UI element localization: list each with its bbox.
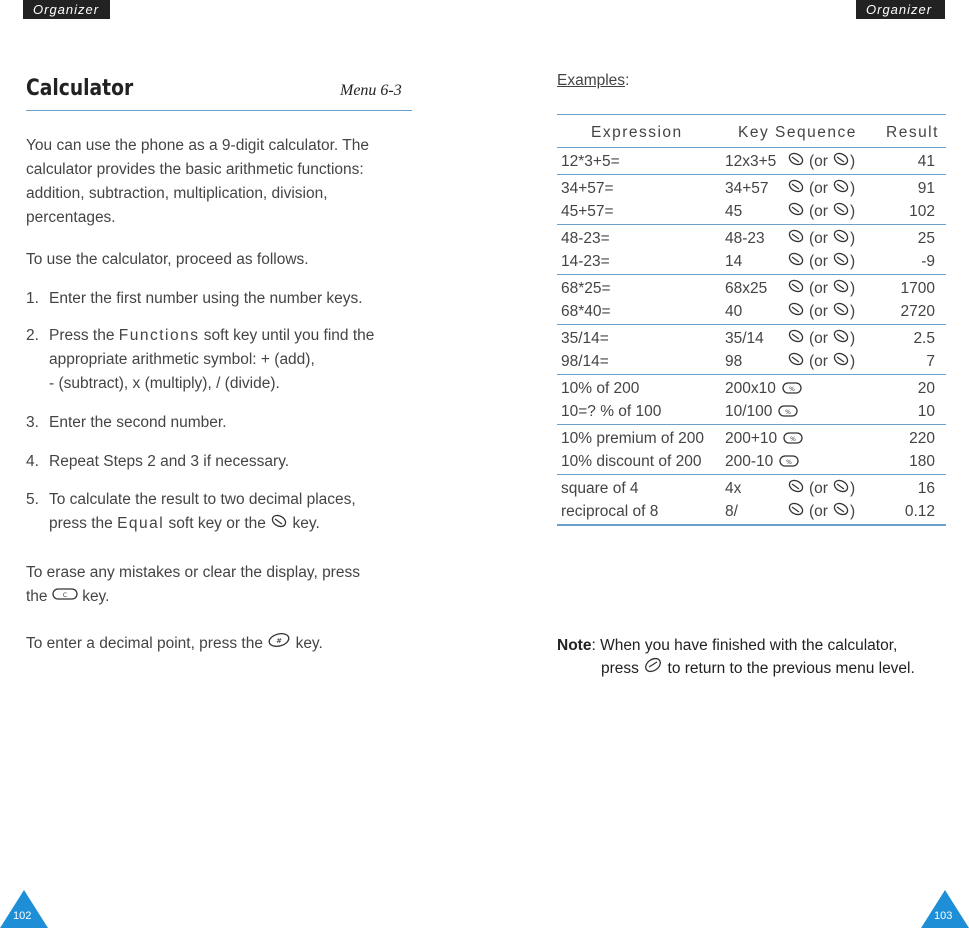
ok-key-icon — [787, 300, 805, 323]
cell-result: 25 — [917, 230, 935, 247]
menu-reference: Menu 6-3 — [340, 82, 402, 99]
ok-key-icon — [787, 350, 805, 373]
svg-text:%: % — [789, 386, 795, 393]
intro-paragraph: You can use the phone as a 9-digit calculator. The calculator provides the basic arithmetic functions: addition, subtraction, multiplication, division, percentages. — [26, 137, 369, 226]
note-label: Note — [557, 637, 592, 654]
ok-key-icon — [787, 150, 805, 173]
cell-key-sequence — [725, 150, 776, 173]
ok-key-icon — [787, 500, 805, 523]
table-group-rule — [557, 274, 946, 275]
ok-key-icon — [787, 177, 805, 200]
key-sequence-text: 14 — [725, 253, 743, 270]
proceed-paragraph: To use the calculator, proceed as follows. — [26, 251, 309, 268]
end-key-icon — [643, 657, 663, 680]
step-text-pre: To calculate the result to two decimal places, — [49, 491, 356, 508]
key-sequence-text: 68x25 — [725, 280, 768, 297]
clear-key-icon — [52, 585, 78, 609]
or-close-text: ) — [849, 230, 856, 247]
cell-result: 10 — [917, 403, 935, 420]
or-alternative — [787, 500, 855, 523]
cell-key-sequence — [725, 477, 741, 500]
or-close-text: ) — [849, 280, 856, 297]
key-sequence-text: 48-23 — [725, 230, 765, 247]
table-group-rule — [557, 524, 946, 526]
cell-result: 0.12 — [904, 503, 935, 520]
cell-expression: 68*40= — [561, 303, 611, 320]
functions-soft-key-label: Functions — [118, 327, 200, 344]
step-5 — [26, 488, 406, 536]
cell-expression: 10=? % of 100 — [561, 403, 662, 420]
cell-expression: 10% of 200 — [561, 380, 640, 397]
table-header-result: Result — [886, 124, 939, 141]
or-alternative — [787, 350, 855, 373]
or-open-text: (or — [809, 480, 828, 497]
or-alternative — [787, 327, 855, 350]
table-group-rule — [557, 424, 946, 425]
step-text-line2-pre: press the — [49, 515, 118, 533]
step-text — [49, 324, 406, 396]
ok-key-icon — [787, 327, 805, 350]
cell-expression: reciprocal of 8 — [561, 503, 659, 520]
cell-result: 2.5 — [913, 330, 935, 347]
cell-key-sequence — [725, 200, 742, 223]
or-alternative — [787, 150, 855, 173]
decimal-text-pre: To enter a decimal point, press the — [26, 635, 263, 653]
page-number-badge-right — [921, 890, 969, 928]
svg-text:C: C — [62, 592, 67, 599]
or-alternative — [787, 177, 855, 200]
cell-result: 180 — [909, 453, 935, 470]
page-number-badge-left — [0, 890, 48, 928]
or-alternative — [787, 200, 855, 223]
percent-key-icon — [778, 402, 798, 425]
cell-result: 1700 — [900, 280, 935, 297]
step-text-pre: Press the — [49, 327, 119, 344]
cell-expression: 10% discount of 200 — [561, 453, 702, 470]
hash-key-icon — [267, 632, 291, 656]
cell-key-sequence — [725, 427, 777, 450]
key-sequence-text: 4x — [725, 480, 742, 497]
svg-text:#: # — [276, 637, 283, 645]
key-sequence-text: 8/ — [725, 503, 738, 520]
erase-text-pre: To erase any mistakes or clear the display, press — [26, 564, 360, 581]
cell-key-sequence — [725, 177, 769, 200]
or-close-text: ) — [849, 330, 856, 347]
step-number: 5. — [26, 491, 39, 508]
step-text-line2: - (subtract), x (multiply), / (divide). — [49, 375, 280, 392]
or-open-text: (or — [809, 203, 828, 220]
decimal-text-post: key. — [295, 635, 323, 653]
cell-expression: 68*25= — [561, 280, 611, 297]
or-open-text: (or — [809, 180, 828, 197]
decimal-paragraph — [26, 632, 406, 656]
cell-expression: 12*3+5= — [561, 153, 620, 170]
table-header-rule — [557, 147, 946, 148]
or-close-text: ) — [849, 253, 856, 270]
cell-result: 16 — [917, 480, 935, 497]
erase-text-post: key. — [82, 588, 110, 606]
ok-key-icon — [832, 500, 850, 523]
table-header-expression: Expression — [591, 124, 683, 141]
or-alternative — [787, 477, 855, 500]
examples-label-colon: : — [625, 72, 630, 89]
cell-expression: 45+57= — [561, 203, 614, 220]
step-number: 2. — [26, 327, 39, 344]
or-open-text: (or — [809, 503, 828, 520]
ok-key-icon — [787, 250, 805, 273]
ok-key-icon — [832, 300, 850, 323]
cell-expression: 48-23= — [561, 230, 610, 247]
ok-key-icon — [832, 477, 850, 500]
percent-key-icon — [782, 379, 802, 402]
key-sequence-text: 45 — [725, 203, 743, 220]
key-sequence-text: 40 — [725, 303, 743, 320]
ok-key-icon — [832, 200, 850, 223]
ok-key-icon — [832, 227, 850, 250]
percent-key-icon — [783, 429, 803, 452]
svg-text:%: % — [786, 459, 792, 466]
cell-key-sequence — [725, 500, 738, 523]
table-top-rule — [557, 114, 946, 115]
table-group-rule — [557, 474, 946, 475]
cell-key-sequence — [725, 450, 773, 473]
table-group-rule — [557, 224, 946, 225]
or-close-text: ) — [849, 353, 856, 370]
or-alternative — [787, 250, 855, 273]
cell-expression: 10% premium of 200 — [561, 430, 705, 447]
key-sequence-text: 200-10 — [725, 453, 774, 470]
step-3 — [26, 411, 406, 435]
examples-label — [557, 72, 629, 90]
or-open-text: (or — [809, 303, 828, 320]
title-divider — [26, 110, 412, 111]
cell-result: -9 — [921, 253, 935, 270]
or-open-text: (or — [809, 330, 828, 347]
svg-text:%: % — [790, 436, 796, 443]
step-text: Enter the first number using the number keys. — [49, 290, 363, 307]
step-text-line2-mid: soft key or the — [164, 515, 271, 533]
page-number-left: 102 — [13, 910, 32, 922]
key-sequence-text: 200x10 — [725, 380, 776, 397]
cell-result: 2720 — [900, 303, 935, 320]
or-alternative — [787, 277, 855, 300]
step-text: Repeat Steps 2 and 3 if necessary. — [49, 453, 290, 470]
or-close-text: ) — [849, 303, 856, 320]
cell-result: 220 — [909, 430, 935, 447]
ok-key-icon — [787, 200, 805, 223]
or-open-text: (or — [809, 280, 828, 297]
equal-soft-key-label: Equal — [117, 515, 165, 533]
step-number: 1. — [26, 290, 39, 307]
cell-key-sequence — [725, 350, 742, 373]
percent-key-icon — [779, 452, 799, 475]
page-number-right: 103 — [934, 910, 953, 922]
cell-expression: 35/14= — [561, 330, 609, 347]
ok-key-icon — [787, 477, 805, 500]
step-text: Enter the second number. — [49, 414, 227, 431]
ok-key-icon — [832, 327, 850, 350]
step-text — [49, 488, 406, 536]
or-alternative — [787, 227, 855, 250]
key-sequence-text: 98 — [725, 353, 743, 370]
ok-key-icon — [832, 350, 850, 373]
step-2 — [26, 324, 406, 396]
cell-expression: 34+57= — [561, 180, 614, 197]
ok-key-icon — [832, 150, 850, 173]
table-group-rule — [557, 324, 946, 325]
cell-result: 20 — [917, 380, 935, 397]
note-block — [557, 634, 957, 680]
cell-key-sequence — [725, 227, 765, 250]
step-text-line2-post: key. — [288, 515, 320, 533]
step-text-post: soft key until you find the appropriate arithmetic symbol: + (add), — [49, 327, 375, 368]
key-sequence-text: 10/100 — [725, 403, 773, 420]
cell-result: 91 — [917, 180, 935, 197]
key-sequence-text: 34+57 — [725, 180, 769, 197]
section-tab-right: Organizer — [856, 0, 945, 19]
or-open-text: (or — [809, 230, 828, 247]
note-line2-post: to return to the previous menu level. — [667, 660, 915, 677]
step-4 — [26, 450, 406, 474]
cell-key-sequence — [725, 277, 767, 300]
key-sequence-text: 35/14 — [725, 330, 764, 347]
key-sequence-text: 12x3+5 — [725, 153, 777, 170]
note-line1: : When you have finished with the calculator, — [591, 637, 898, 654]
key-sequence-text: 200+10 — [725, 430, 778, 447]
or-close-text: ) — [849, 180, 856, 197]
step-number: 4. — [26, 453, 39, 470]
or-close-text: ) — [849, 153, 856, 170]
or-open-text: (or — [809, 353, 828, 370]
step-number: 3. — [26, 414, 39, 431]
svg-text:%: % — [785, 409, 791, 416]
ok-key-icon — [832, 277, 850, 300]
ok-key-icon — [787, 227, 805, 250]
or-open-text: (or — [809, 253, 828, 270]
cell-result: 41 — [917, 153, 935, 170]
ok-key-icon — [832, 177, 850, 200]
or-alternative — [787, 300, 855, 323]
ok-key-icon — [787, 277, 805, 300]
cell-key-sequence — [725, 400, 772, 423]
cell-expression: square of 4 — [561, 480, 639, 497]
page-title: Calculator — [26, 76, 134, 101]
or-close-text: ) — [849, 203, 856, 220]
ok-key-icon — [270, 512, 288, 536]
erase-text-the: the — [26, 588, 48, 606]
examples-label-text: Examples — [557, 72, 626, 89]
cell-expression: 98/14= — [561, 353, 609, 370]
table-group-rule — [557, 374, 946, 375]
or-close-text: ) — [849, 503, 856, 520]
cell-expression: 14-23= — [561, 253, 610, 270]
table-header-key-sequence: Key Sequence — [738, 124, 857, 141]
or-close-text: ) — [849, 480, 856, 497]
cell-key-sequence — [725, 327, 764, 350]
cell-result: 7 — [926, 353, 935, 370]
cell-key-sequence — [725, 377, 776, 400]
table-group-rule — [557, 174, 946, 175]
or-open-text: (or — [809, 153, 828, 170]
note-line2-pre: press — [601, 660, 639, 677]
erase-paragraph — [26, 561, 406, 609]
cell-result: 102 — [909, 203, 935, 220]
cell-key-sequence — [725, 300, 742, 323]
cell-key-sequence — [725, 250, 742, 273]
step-1 — [26, 287, 406, 311]
ok-key-icon — [832, 250, 850, 273]
section-tab-left: Organizer — [23, 0, 110, 19]
